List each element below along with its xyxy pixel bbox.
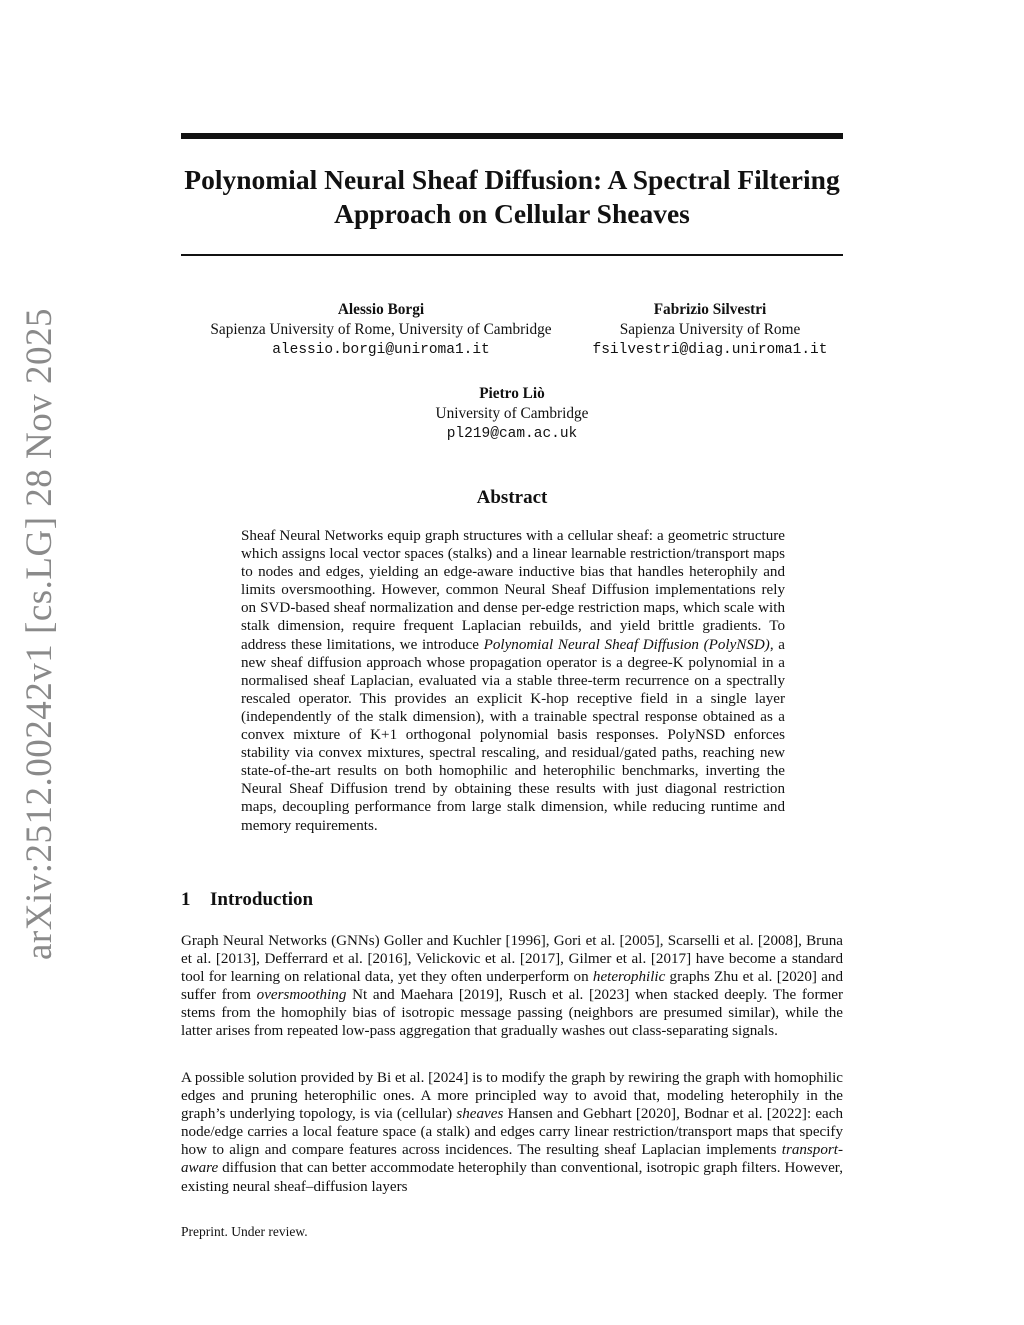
section-title: Introduction [210,889,314,910]
author-affiliation: University of Cambridge [435,405,589,422]
author-email: alessio.borgi@uniroma1.it [272,342,490,358]
text-run: diffusion that can better accommodate heterophily than conventional, isotropic graph filters. However, existing neural sheaf–diffusion layers [181,1160,843,1195]
text-run: Nt and Maehara [2019], Rusch et al. [2023] when stacked deeply. The former stems from the homophily bias of isotropic message passing (neighbors are presumed similar), while the latter arises from repeated low-pass aggregation that gradually washes out class-separating signals. [181,987,843,1040]
emphasis: sheaves [456,1106,504,1123]
abstract-text-part: , a new sheaf diffusion approach whose propagation operator is a degree-K polynomial in a normalised sheaf Laplacian, evaluated via a stable three-term recurrence on a spectrally rescaled operator. This provides an explicit K-hop receptive field in a single layer (independently of the stalk dimension), with a trainable spectral response obtained as a convex mixture of K+1 orthogonal polynomial basis responses. PolyNSD enforces stability via convex mixtures, spectral rescaling, and residual/gated paths, reaching new state-of-the-art results on both homophilic and heterophilic benchmarks, inverting the Neural Sheaf Diffusion trend by obtaining these results with just diagonal restriction maps, decoupling performance from large stalk dimension, while reducing runtime and memory requirements. [241,636,785,834]
author-block [362,384,662,444]
section-heading-introduction [181,889,843,911]
text-run: graphs Zhu et al. [2020] and suffer from [181,969,843,1004]
emphasis: heterophilic [592,969,666,986]
author-name: Alessio Borgi [337,301,425,318]
abstract-text [241,527,785,835]
author-email: fsilvestri@diag.uniroma1.it [592,342,828,358]
author-affiliation: Sapienza University of Rome [619,321,801,338]
emphasis: transport-aware [181,1142,843,1177]
abstract-text-part: Sheaf Neural Networks equip graph structures with a cellular sheaf: a geometric structure which assigns local vector spaces (stalks) and a linear learnable restriction/transport maps to nodes and edges, yielding an edge-aware inductive bias that handles heterophily and limits oversmoothing. However, common Neural Sheaf Diffusion implementations rely on SVD-based sheaf normalization and dense per-edge restriction maps, which scale with stalk dimension, require frequent Laplacian rebuilds, and yield brittle gradients. To address these limitations, we introduce [241,528,785,653]
abstract-method-name: Polynomial Neural Sheaf Diffusion (PolyNSD) [483,636,770,653]
paper-title: Polynomial Neural Sheaf Diffusion: A Spectral Filtering Approach on Cellular Sheaves [184,164,840,229]
text-run: Graph Neural Networks (GNNs) Goller and Kuchler [1996], Gori et al. [2005], Scarselli et al. [2008], Bruna et al. [2013], Defferrard et al. [2016], Velickovic et al. [2017], Gilmer et al. [2017] have become a standard tool for learning on relational data, yet they often underperform on [181,933,843,986]
title-rule-top [181,133,843,139]
author-name: Fabrizio Silvestri [653,301,767,318]
section-number: 1 [181,889,191,910]
text-run: A possible solution provided by Bi et al. [2024] is to modify the graph by rewiring the graph with homophilic edges and pruning heterophilic ones. A more principled way to avoid that, modeling heterophily in the graph’s underlying topology, is via (cellular) [181,1070,843,1123]
title-rule-bottom [181,254,843,256]
abstract-heading: Abstract [476,487,548,508]
text-run: Hansen and Gebhart [2020], Bodnar et al. [2022]: each node/edge carries a local feature space (a stalk) and edges carry linear restriction/transport maps that specify how to align and compare features across incidences. The resulting sheaf Laplacian implements [181,1106,843,1159]
body-paragraph [181,932,843,1041]
author-name: Pietro Liò [479,385,545,402]
page-footer: Preprint. Under review. [181,1224,308,1239]
author-email: pl219@cam.ac.uk [446,426,578,442]
arxiv-identifier-stamp: arXiv:2512.00242v1 [cs.LG] 28 Nov 2025 [19,307,60,960]
author-affiliation: Sapienza University of Rome, University of Cambridge [210,321,552,338]
author-block [181,300,581,360]
body-paragraph [181,1069,843,1196]
author-block [590,300,830,360]
emphasis: oversmoothing [256,987,347,1004]
